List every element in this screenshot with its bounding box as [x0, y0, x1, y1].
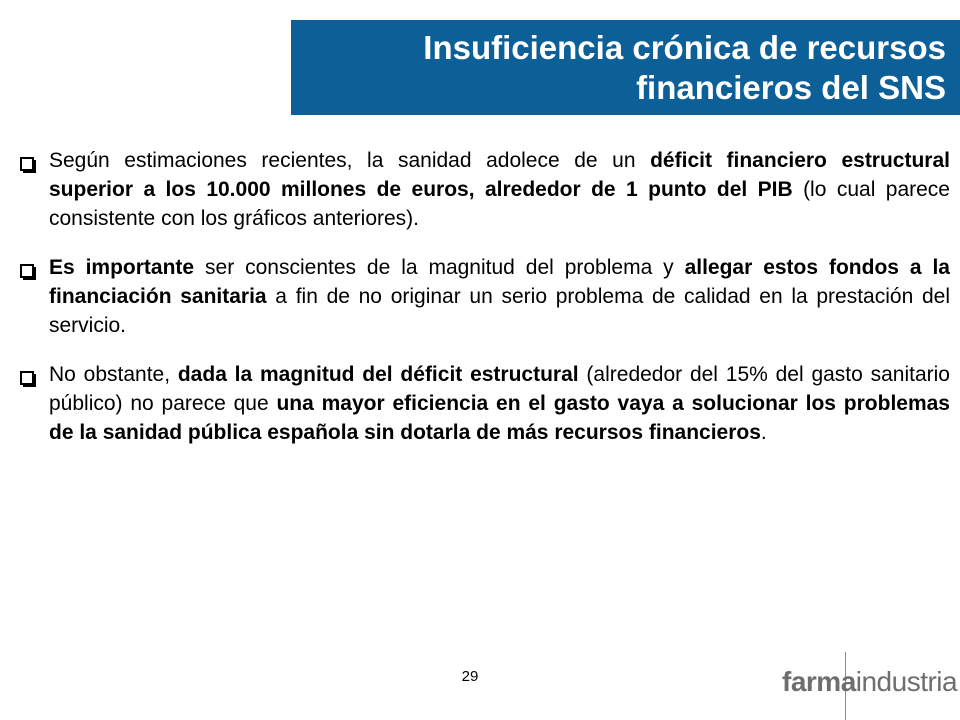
bullet-item	[20, 146, 950, 233]
logo-text-light: industria	[855, 666, 958, 697]
checkbox-bullet-icon	[20, 157, 34, 171]
checkbox-bullet-icon	[20, 264, 34, 278]
bullet-text-segment: (alrededor del 15% del gasto sanitario público) no parece que	[49, 363, 950, 415]
bullet-text	[49, 253, 950, 340]
bullet-list	[20, 146, 950, 467]
bullet-text-segment: a fin de no originar un serio problema de calidad en la prestación del servicio.	[49, 285, 950, 337]
page-title-line-2: financieros del SNS	[636, 69, 946, 106]
farmaindustria-logo	[782, 666, 957, 698]
title-banner	[291, 20, 960, 115]
page-title-line-1: Insuficiencia crónica de recursos	[423, 29, 946, 66]
page-number: 29	[461, 668, 479, 685]
bullet-text-bold: Es importante	[49, 256, 195, 279]
bullet-text	[49, 360, 950, 447]
logo-text-bold: farma	[782, 666, 856, 697]
bullet-item	[20, 253, 950, 340]
bullet-text-segment: (lo cual parece consistente con los gráficos anteriores).	[49, 178, 950, 230]
bullet-text-bold: allegar estos fondos a la financiación sanitaria	[49, 256, 950, 308]
bullet-text-segment: Según estimaciones recientes, la sanidad adolece de un	[49, 149, 651, 172]
bullet-text-segment: No obstante,	[49, 363, 178, 386]
bullet-text-segment: .	[760, 421, 767, 444]
bullet-text	[49, 146, 950, 233]
bullet-text-bold: dada la magnitud del déficit estructural	[177, 363, 579, 386]
bullet-text-bold: déficit financiero estructural superior a los 10.000 millones de euros, alrededor de 1 punto del PIB	[49, 149, 950, 201]
bullet-item	[20, 360, 950, 447]
checkbox-bullet-icon	[20, 371, 34, 385]
bullet-text-segment: ser conscientes de la magnitud del problema y	[194, 256, 685, 279]
bullet-text-bold: una mayor eficiencia en el gasto vaya a solucionar los problemas de la sanidad pública española sin dotarla de más recursos financieros	[49, 392, 950, 444]
